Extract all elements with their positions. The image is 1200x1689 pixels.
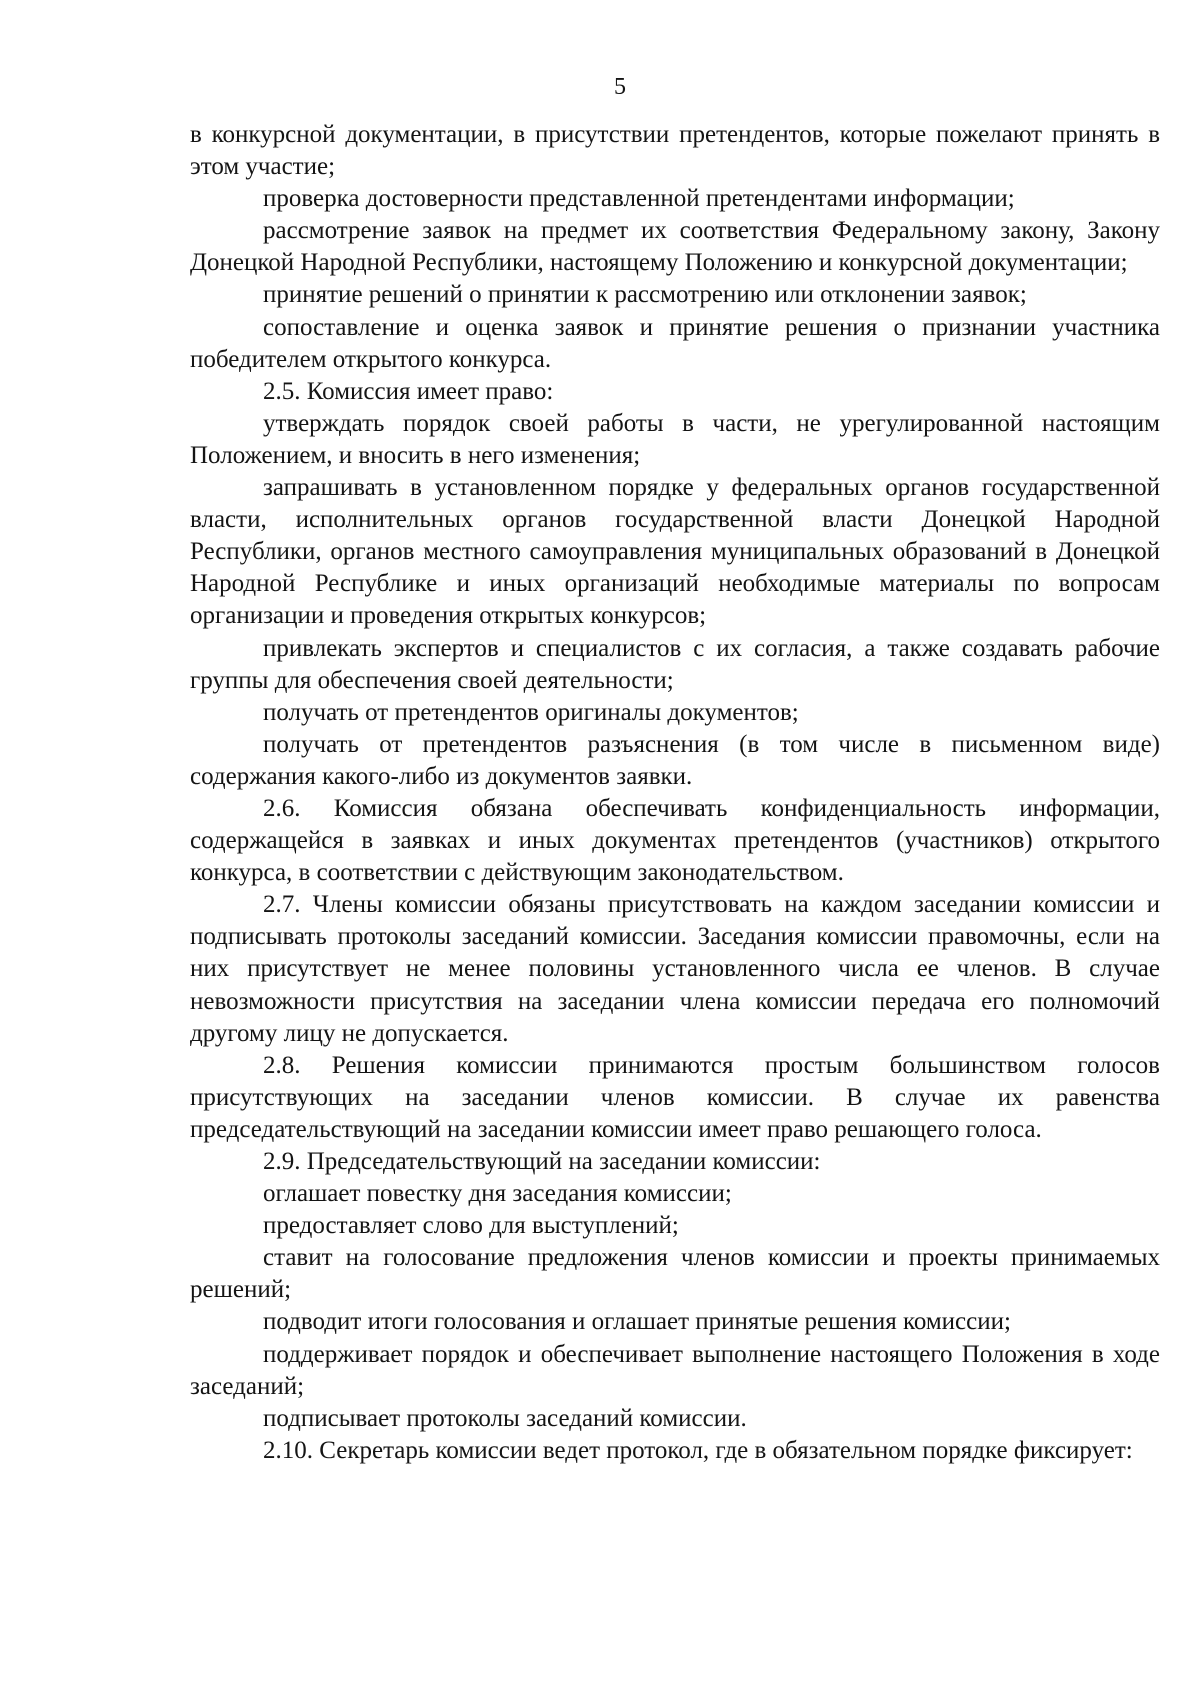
paragraph: оглашает повестку дня заседания комиссии; <box>263 1180 732 1208</box>
section-2-10: 2.10. Секретарь комиссии ведет протокол, где в обязательном порядке фиксирует: <box>263 1436 1133 1464</box>
section-heading-2-9: 2.9. Председательствующий на заседании комиссии: <box>263 1148 821 1175</box>
paragraph: подводит итоги голосования и оглашает принятые решения комиссии; <box>263 1308 1011 1336</box>
section-2-8: 2.8. Решения комиссии принимаются простым большинством голосов присутствующих на заседании членов комиссии. В случае их равенства председательствующий на заседании комиссии имеет право решающего голоса. <box>190 1051 1160 1143</box>
paragraph: в конкурсной документации, в присутствии претендентов, которые пожелают принять в этом участие; <box>190 121 1160 181</box>
paragraph: утверждать порядок своей работы в части, не урегулированной настоящим Положением, и вносить в него изменения; <box>190 409 1160 469</box>
paragraph: поддерживает порядок и обеспечивает выполнение настоящего Положения в ходе заседаний; <box>190 1340 1160 1400</box>
section-heading-2-5: 2.5. Комиссия имеет право: <box>263 377 554 405</box>
paragraph: рассмотрение заявок на предмет их соответствия Федеральному закону, Закону Донецкой Народной Республики, настоящему Положению и конкурсной документации; <box>190 217 1160 277</box>
paragraph: подписывает протоколы заседаний комиссии. <box>263 1404 747 1432</box>
paragraph: получать от претендентов оригиналы документов; <box>263 698 799 726</box>
paragraph: запрашивать в установленном порядке у федеральных органов государственной власти, исполнительных органов государственной власти Донецкой Народной Республики, органов местного самоуправления муниципальных образований в Донецкой Народной Республике и иных организаций необходимые материалы по вопросам организации и проведения открытых конкурсов; <box>190 474 1160 630</box>
section-2-6: 2.6. Комиссия обязана обеспечивать конфиденциальность информации, содержащейся в заявках и иных документах претендентов (участников) открытого конкурса, в соответствии с действующим законодательством. <box>190 794 1160 887</box>
page-number: 5 <box>614 74 626 100</box>
document-body <box>190 119 1160 1467</box>
paragraph: получать от претендентов разъяснения (в том числе в письменном виде) содержания какого-либо из документов заявки. <box>190 730 1160 790</box>
paragraph: предоставляет слово для выступлений; <box>263 1212 679 1240</box>
paragraph: проверка достоверности представленной претендентами информации; <box>263 185 1015 213</box>
paragraph: привлекать экспертов и специалистов с их согласия, а также создавать рабочие группы для обеспечения своей деятельности; <box>190 634 1160 694</box>
paragraph: ставит на голосование предложения членов комиссии и проекты принимаемых решений; <box>190 1244 1160 1304</box>
section-2-7: 2.7. Члены комиссии обязаны присутствовать на каждом заседании комиссии и подписывать протоколы заседаний комиссии. Заседания комиссии правомочны, если на них присутствует не менее половины установленного числа ее членов. В случае невозможности присутствия на заседании члена комиссии передача его полномочий другому лицу не допускается. <box>190 891 1160 1047</box>
paragraph: сопоставление и оценка заявок и принятие решения о признании участника победителем открытого конкурса. <box>190 313 1160 373</box>
paragraph: принятие решений о принятии к рассмотрению или отклонении заявок; <box>263 281 1027 309</box>
